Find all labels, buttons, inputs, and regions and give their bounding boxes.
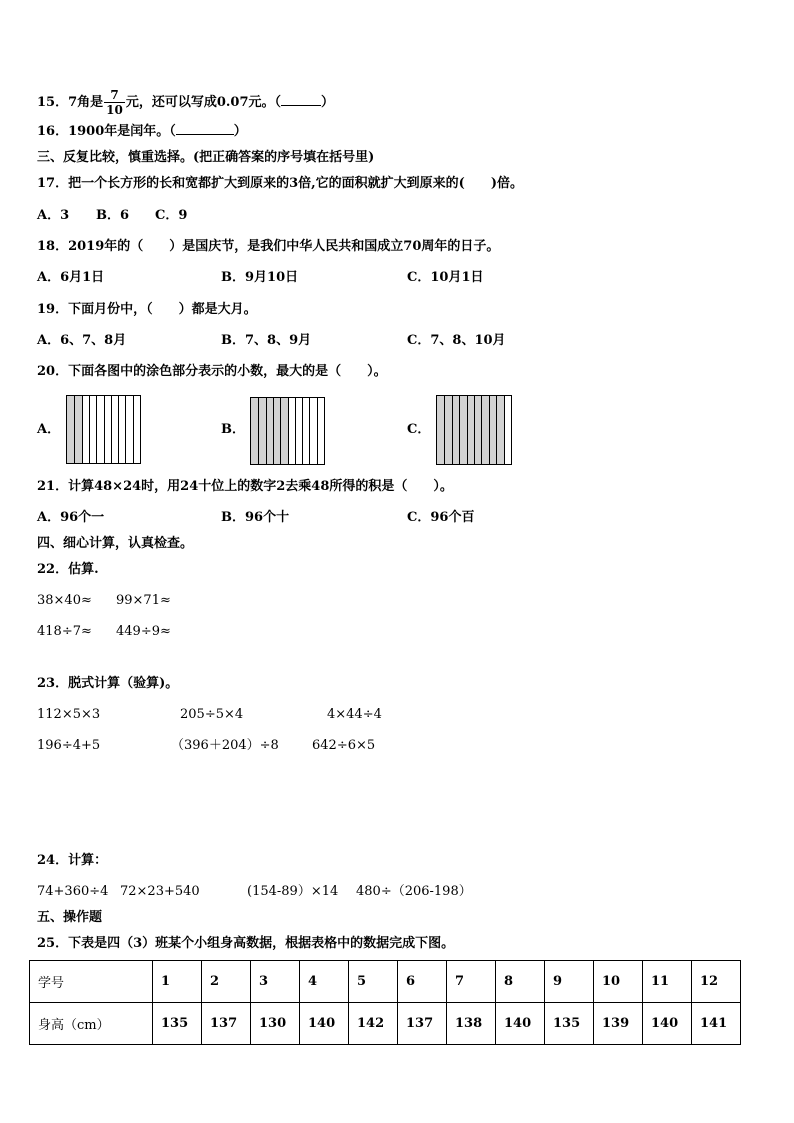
table-row-height <box>30 1003 741 1045</box>
tenth-divider <box>489 396 490 464</box>
tenth-divider <box>104 396 105 463</box>
height-cell: 130 <box>251 1003 300 1045</box>
q22-item: 418÷7≈ <box>37 624 92 639</box>
question-18: 18．2019年的（ ）是国庆节，是我们中华人民共和国成立70周年的日子。 <box>37 239 500 254</box>
id-cell: 6 <box>398 961 447 1003</box>
tenth-divider <box>273 398 274 464</box>
tenth-divider <box>74 396 75 463</box>
fraction-numerator: 7 <box>110 88 119 102</box>
tenth-divider <box>125 396 126 463</box>
question-21: 21．计算48×24时，用24十位上的数字2去乘48所得的积是（ ）。 <box>37 479 453 494</box>
answer-blank[interactable] <box>176 134 234 135</box>
q18-option-a[interactable]: A．6月1日 <box>37 270 105 285</box>
q17-option-b[interactable]: B．6 <box>96 208 130 223</box>
tenth-divider <box>474 396 475 464</box>
q19-option-b[interactable]: B．7、8、9月 <box>221 333 312 348</box>
section-4-heading: 四、细心计算，认真检查。 <box>37 536 194 551</box>
q24-item: 74+360÷4 <box>37 884 109 899</box>
q17-option-c[interactable]: C．9 <box>155 208 188 223</box>
q22-item: 449÷9≈ <box>116 624 171 639</box>
height-data-table <box>29 960 741 1045</box>
answer-blank[interactable] <box>281 105 321 106</box>
tenth-divider <box>481 396 482 464</box>
q23-item: 642÷6×5 <box>312 738 376 753</box>
section-3-heading: 三、反复比较，慎重选择。(把正确答案的序号填在括号里) <box>37 150 375 165</box>
question-24: 24．计算： <box>37 853 108 868</box>
section-5-heading: 五、操作题 <box>37 910 103 925</box>
question-23: 23．脱式计算（验算)。 <box>37 676 179 691</box>
q23-item: 205÷5×4 <box>180 707 244 722</box>
q23-item: 196÷4+5 <box>37 738 101 753</box>
height-cell: 138 <box>447 1003 496 1045</box>
height-cell: 135 <box>153 1003 202 1045</box>
id-cell: 9 <box>545 961 594 1003</box>
question-22: 22．估算. <box>37 562 99 577</box>
q20-option-a-label[interactable]: A． <box>37 422 61 437</box>
tenth-divider <box>258 398 259 464</box>
question-15 <box>37 88 334 117</box>
id-cell: 2 <box>202 961 251 1003</box>
q16-close: ） <box>233 124 247 139</box>
q18-option-c[interactable]: C．10月1日 <box>407 270 484 285</box>
tenth-divider <box>288 398 289 464</box>
tenth-divider <box>111 396 112 463</box>
question-25: 25．下表是四（3）班某个小组身高数据，根据表格中的数据完成下图。 <box>37 936 455 951</box>
height-cell: 140 <box>643 1003 692 1045</box>
q19-option-a[interactable]: A．6、7、8月 <box>37 333 127 348</box>
q23-item: （396＋204）÷8 <box>171 738 279 753</box>
id-cell: 4 <box>300 961 349 1003</box>
id-cell: 7 <box>447 961 496 1003</box>
tenth-divider <box>133 396 134 463</box>
height-cell: 142 <box>349 1003 398 1045</box>
tenth-divider <box>96 396 97 463</box>
q24-item: 480÷（206-198） <box>356 884 472 899</box>
q22-item: 38×40≈ <box>37 593 92 608</box>
question-17: 17．把一个长方形的长和宽都扩大到原来的3倍,它的面积就扩大到原来的( )倍。 <box>37 176 523 191</box>
height-cell: 140 <box>300 1003 349 1045</box>
tenth-divider <box>309 398 310 464</box>
question-16 <box>37 124 247 140</box>
tenth-divider <box>459 396 460 464</box>
tenth-divider <box>496 396 497 464</box>
id-cell: 1 <box>153 961 202 1003</box>
height-cell: 139 <box>594 1003 643 1045</box>
q20-option-c-label[interactable]: C． <box>407 422 431 437</box>
shaded-region <box>437 396 504 464</box>
q21-option-c[interactable]: C．96个百 <box>407 510 475 525</box>
tenth-divider <box>317 398 318 464</box>
q15-close: ） <box>321 95 335 110</box>
q15-prefix: 15．7角是 <box>37 95 104 110</box>
tenth-divider <box>118 396 119 463</box>
question-19: 19．下面月份中，（ ）都是大月。 <box>37 302 257 317</box>
q15-text: 元，还可以写成0.07元。（ <box>125 95 282 110</box>
q20-option-b-label[interactable]: B． <box>221 422 245 437</box>
tenth-divider <box>444 396 445 464</box>
height-cell: 141 <box>692 1003 741 1045</box>
height-cell: 137 <box>202 1003 251 1045</box>
question-20: 20．下面各图中的涂色部分表示的小数，最大的是（ ）。 <box>37 364 387 379</box>
q20-figure-c[interactable] <box>436 395 512 465</box>
q21-option-b[interactable]: B．96个十 <box>221 510 290 525</box>
id-cell: 5 <box>349 961 398 1003</box>
id-cell: 10 <box>594 961 643 1003</box>
fraction-denominator: 10 <box>106 103 123 117</box>
tenth-divider <box>302 398 303 464</box>
tenth-divider <box>280 398 281 464</box>
tenth-divider <box>504 396 505 464</box>
height-cell: 137 <box>398 1003 447 1045</box>
q24-item: (154-89）×14 <box>247 884 339 899</box>
q17-option-a[interactable]: A．3 <box>37 208 70 223</box>
shaded-region <box>251 398 288 464</box>
tenth-divider <box>452 396 453 464</box>
height-cell: 140 <box>496 1003 545 1045</box>
q20-figure-b[interactable] <box>250 397 325 465</box>
id-cell: 3 <box>251 961 300 1003</box>
tenth-divider <box>266 398 267 464</box>
q18-option-b[interactable]: B．9月10日 <box>221 270 299 285</box>
tenth-divider <box>295 398 296 464</box>
fraction-7-10 <box>104 88 125 117</box>
q19-option-c[interactable]: C．7、8、10月 <box>407 333 506 348</box>
tenth-divider <box>89 396 90 463</box>
q23-item: 112×5×3 <box>37 707 101 722</box>
q24-item: 72×23+540 <box>120 884 200 899</box>
table-row-id <box>30 961 741 1003</box>
height-cell: 135 <box>545 1003 594 1045</box>
row-header-id: 学号 <box>30 961 153 1003</box>
q22-item: 99×71≈ <box>116 593 171 608</box>
q23-item: 4×44÷4 <box>327 707 382 722</box>
tenth-divider <box>467 396 468 464</box>
q21-option-a[interactable]: A．96个一 <box>37 510 105 525</box>
row-header-height: 身高（cm） <box>30 1003 153 1045</box>
q16-text: 16．1900年是闰年。（ <box>37 124 176 139</box>
id-cell: 8 <box>496 961 545 1003</box>
q20-figure-a[interactable] <box>66 395 141 464</box>
tenth-divider <box>82 396 83 463</box>
id-cell: 12 <box>692 961 741 1003</box>
id-cell: 11 <box>643 961 692 1003</box>
